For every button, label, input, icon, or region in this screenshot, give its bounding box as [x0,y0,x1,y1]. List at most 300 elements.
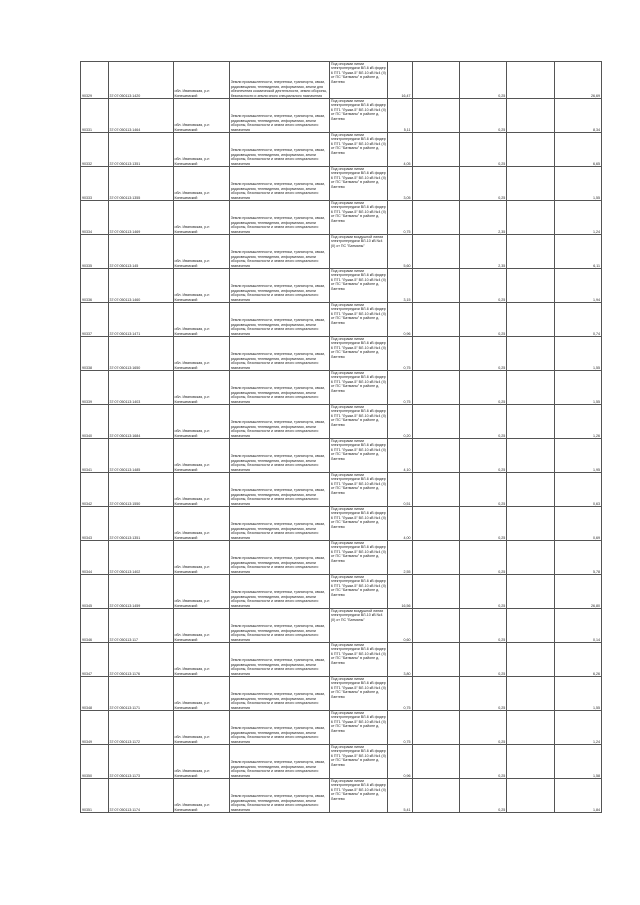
amount-cell-text: 6,11 [593,263,600,268]
rate-cell [459,779,506,813]
rate-cell-text: 2,35 [498,229,506,234]
row-number-cell-text: 90334 [82,229,92,234]
amount-cell-text: 5,78 [593,569,600,574]
area-cell [388,371,412,405]
row-number-cell [81,745,109,779]
table-row [81,439,602,473]
address-cell-text: обл. Ивановская, р-н Кинешемский [174,701,210,710]
empty-cell [412,99,459,133]
address-cell [173,745,229,779]
land-category-cell [229,167,329,201]
table-row [81,167,602,201]
table-row [81,62,602,99]
permitted-use-cell [329,643,387,677]
row-number-cell-text: 90348 [82,705,92,710]
address-cell-text: обл. Ивановская, р-н Кинешемский [174,89,210,98]
rate-cell-text: 0,25 [498,705,506,710]
table-row [81,507,602,541]
cadastral-number-cell-text: 37:07:050113:1174 [109,807,140,812]
table-row [81,575,602,609]
address-cell [173,235,229,269]
amount-cell-text: 0,63 [593,501,600,506]
empty-cell [507,507,554,541]
amount-cell-text: 1,26 [593,433,600,438]
land-category-cell-text: Земли промышленности, энергетики, транспорта, связи, радиовещания, телевидения, информатики, земли обороны, безопасности и земли иного специального назначения [230,726,326,744]
area-cell [388,133,412,167]
amount-cell-text: 0,74 [593,331,600,336]
cadastral-number-cell [108,167,173,201]
land-category-cell-text: Земли промышленности, энергетики, транспорта, связи, радиовещания, телевидения, информатики, земли обороны, безопасности и земли иного специального назначения [230,148,326,166]
cadastral-number-cell [108,62,173,99]
rate-cell-text: 0,25 [498,569,506,574]
address-cell [173,167,229,201]
amount-cell [554,745,601,779]
land-category-cell [229,677,329,711]
amount-cell [554,405,601,439]
address-cell-text: обл. Ивановская, р-н Кинешемский [174,293,210,302]
empty-cell [507,62,554,99]
row-number-cell [81,677,109,711]
table-row [81,371,602,405]
empty-cell [507,167,554,201]
empty-cell [507,371,554,405]
rate-cell-text: 0,25 [498,535,506,540]
table-row [81,337,602,371]
table-row [81,235,602,269]
table-row [81,541,602,575]
table-row [81,643,602,677]
rate-cell [459,643,506,677]
row-number-cell [81,609,109,643]
permitted-use-cell-text: Под опорами линии электропередачи ВЛ-6 кВ фидер 6 ПТ1 "Лужки-5" ВЛ-10 кВ №4 (II) от ПС "Батманы" в районе д. Лаптево [330,62,386,84]
amount-cell-text: 1,24 [593,229,600,234]
rate-cell-text: 0,25 [498,399,506,404]
row-number-cell-text: 90329 [82,93,92,98]
address-cell [173,677,229,711]
rate-cell [459,337,506,371]
amount-cell-text: 1,55 [593,195,600,200]
row-number-cell-text: 90336 [82,297,92,302]
address-cell-text: обл. Ивановская, р-н Кинешемский [174,769,210,778]
permitted-use-cell-text: Под опорами линии электропередачи ВЛ-6 кВ фидер 6 ПТ1 "Лужки-5" ВЛ-10 кВ №4 (II) от ПС "Батманы" в районе д. Лаптево [330,745,386,767]
row-number-cell [81,541,109,575]
cadastral-number-cell [108,541,173,575]
address-cell [173,62,229,99]
rate-cell-text: 0,25 [498,637,506,642]
amount-cell [554,575,601,609]
permitted-use-cell [329,745,387,779]
rate-cell [459,439,506,473]
row-number-cell-text: 90338 [82,365,92,370]
table-row [81,99,602,133]
table-row [81,473,602,507]
permitted-use-cell-text: Под опорами линии электропередачи ВЛ-6 кВ фидер 6 ПТ1 "Лужки-5" ВЛ-10 кВ №4 (II) от ПС "Батманы" в районе д. Лаптево [330,439,386,461]
area-cell [388,405,412,439]
cadastral-number-cell-text: 37:07:050113:1485 [109,467,141,472]
address-cell-text: обл. Ивановская, р-н Кинешемский [174,157,210,166]
address-cell-text: обл. Ивановская, р-н Кинешемский [174,327,210,336]
table-row [81,201,602,235]
rate-cell-text: 0,25 [498,127,506,132]
rate-cell [459,405,506,439]
permitted-use-cell [329,473,387,507]
permitted-use-cell-text: Под опорами линии электропередачи ВЛ-6 кВ фидер 6 ПТ1 "Лужки-5" ВЛ-10 кВ №4 (II) от ПС "Батманы" в районе д. Лаптево [330,677,386,699]
land-category-cell-text: Земли промышленности, энергетики, транспорта, связи, радиовещания, телевидения, информатики, земли обороны, безопасности и земли иного специального назначения [230,182,326,200]
row-number-cell-text: 90340 [82,433,92,438]
address-cell-text: обл. Ивановская, р-н Кинешемский [174,633,210,642]
amount-cell [554,201,601,235]
area-cell [388,439,412,473]
row-number-cell-text: 90350 [82,773,92,778]
cadastral-number-cell-text: 37:07:050113:1471 [109,331,141,336]
amount-cell-text: 1,84 [593,807,600,812]
area-cell [388,541,412,575]
rate-cell [459,473,506,507]
address-cell [173,779,229,813]
amount-cell [554,269,601,303]
area-cell [388,62,412,99]
row-number-cell [81,473,109,507]
rate-cell-text: 0,25 [498,297,506,302]
cadastral-number-cell-text: 37:07:050113:1469 [109,229,141,234]
rate-cell-text: 0,25 [498,93,506,98]
address-cell-text: обл. Ивановская, р-н Кинешемский [174,123,210,132]
amount-cell-text: 26,80 [591,603,600,608]
row-number-cell-text: 90335 [82,263,92,268]
permitted-use-cell-text: Под опорами линии электропередачи ВЛ-6 кВ фидер 6 ПТ1 "Лужки-5" ВЛ-10 кВ №4 (II) от ПС "Батманы" в районе д. Лаптево [330,779,386,801]
address-cell [173,711,229,745]
permitted-use-cell [329,439,387,473]
empty-cell [412,473,459,507]
empty-cell [507,439,554,473]
empty-cell [412,133,459,167]
permitted-use-cell [329,337,387,371]
amount-cell [554,677,601,711]
address-cell [173,269,229,303]
amount-cell [554,643,601,677]
cadastral-number-cell [108,133,173,167]
land-category-cell-text: Земли промышленности, энергетики, транспорта, связи, радиовещания, телевидения, информатики, земли обороны, безопасности и земли иного специального назначения [230,556,326,574]
amount-cell [554,473,601,507]
row-number-cell [81,643,109,677]
row-number-cell [81,405,109,439]
land-category-cell-text: Земли промышленности, энергетики, транспорта, связи, радиовещания, телевидения, информатики, земли обороны, безопасности и земли иного специального назначения [230,250,326,268]
land-category-cell [229,473,329,507]
area-cell [388,337,412,371]
area-cell [388,643,412,677]
area-cell [388,609,412,643]
amount-cell-text: 1,55 [593,365,600,370]
address-cell-text: обл. Ивановская, р-н Кинешемский [174,361,210,370]
permitted-use-cell-text: Под опорами линии электропередачи ВЛ-6 кВ фидер 6 ПТ1 "Лужки-5" ВЛ-10 кВ №4 (II) от ПС "Батманы" в районе д. Лаптево [330,201,386,223]
amount-cell-text: 1,55 [593,399,600,404]
amount-cell-text: 1,24 [593,739,600,744]
permitted-use-cell [329,677,387,711]
area-cell [388,99,412,133]
cadastral-number-cell-text: 37:07:050113:1459 [109,603,141,608]
table-row [81,779,602,813]
area-cell-text: 0,20 [403,433,411,438]
cadastral-number-cell [108,507,173,541]
rate-cell [459,133,506,167]
land-category-cell [229,303,329,337]
row-number-cell [81,779,109,813]
empty-cell [412,337,459,371]
area-cell [388,711,412,745]
address-cell [173,371,229,405]
row-number-cell-text: 90339 [82,399,92,404]
address-cell [173,507,229,541]
permitted-use-cell [329,167,387,201]
empty-cell [507,303,554,337]
address-cell-text: обл. Ивановская, р-н Кинешемский [174,429,210,438]
amount-cell [554,711,601,745]
row-number-cell [81,235,109,269]
address-cell-text: обл. Ивановская, р-н Кинешемский [174,735,210,744]
cadastral-number-cell-text: 37:07:050113:1351 [109,161,141,166]
land-category-cell-text: Земли промышленности, энергетики, транспорта, связи, радиовещания, телевидения, информатики, земли обороны, безопасности и земли иного специального назначения [230,658,326,676]
permitted-use-cell [329,711,387,745]
empty-cell [507,337,554,371]
rate-cell-text: 0,25 [498,807,506,812]
permitted-use-cell [329,507,387,541]
empty-cell [507,235,554,269]
address-cell [173,405,229,439]
row-number-cell-text: 90341 [82,467,92,472]
area-cell [388,677,412,711]
row-number-cell-text: 90332 [82,161,92,166]
land-category-cell-text: Земли промышленности, энергетики, транспорта, связи, радиовещания, телевидения, информатики, земли обороны, безопасности и земли иного специального назначения [230,488,326,506]
rate-cell-text: 0,25 [498,433,506,438]
cadastral-number-cell [108,439,173,473]
amount-cell [554,235,601,269]
permitted-use-cell-text: Под опорами линии электропередачи ВЛ-6 кВ фидер 6 ПТ1 "Лужки-5" ВЛ-10 кВ №4 (II) от ПС "Батманы" в районе д. Лаптево [330,303,386,325]
empty-cell [412,371,459,405]
row-number-cell [81,337,109,371]
area-cell-text: 4,00 [403,535,411,540]
land-category-cell [229,745,329,779]
table-row [81,133,602,167]
address-cell-text: обл. Ивановская, р-н Кинешемский [174,259,210,268]
cadastral-number-cell [108,303,173,337]
permitted-use-cell [329,62,387,99]
area-cell [388,745,412,779]
area-cell-text: 5,11 [403,127,411,132]
land-category-cell [229,711,329,745]
empty-cell [412,235,459,269]
cadastral-number-cell-text: 37:07:050113:1402 [109,569,141,574]
cadastral-number-cell [108,99,173,133]
address-cell-text: обл. Ивановская, р-н Кинешемский [174,395,210,404]
land-plots-table [80,61,602,813]
empty-cell [412,745,459,779]
row-number-cell-text: 90347 [82,671,92,676]
address-cell-text: обл. Ивановская, р-н Кинешемский [174,803,210,812]
amount-cell [554,779,601,813]
permitted-use-cell-text: Под опорами линии электропередачи ВЛ-6 кВ фидер 6 ПТ1 "Лужки-5" ВЛ-10 кВ №4 (II) от ПС "Батманы" в районе д. Лаптево [330,473,386,495]
area-cell [388,303,412,337]
permitted-use-cell [329,133,387,167]
empty-cell [507,473,554,507]
table-body [81,62,602,813]
row-number-cell [81,303,109,337]
empty-cell [412,62,459,99]
permitted-use-cell [329,371,387,405]
rate-cell [459,269,506,303]
area-cell-text: 0,75 [403,229,411,234]
empty-cell [507,643,554,677]
empty-cell [507,609,554,643]
permitted-use-cell [329,541,387,575]
land-category-cell [229,337,329,371]
empty-cell [507,99,554,133]
amount-cell-text: 26,69 [591,93,600,98]
address-cell [173,201,229,235]
empty-cell [507,405,554,439]
land-category-cell [229,235,329,269]
cadastral-number-cell-text: 37:07:050113:1403 [109,399,141,404]
land-category-cell [229,62,329,99]
land-category-cell [229,405,329,439]
row-number-cell [81,371,109,405]
cadastral-number-cell [108,575,173,609]
address-cell-text: обл. Ивановская, р-н Кинешемский [174,463,210,472]
cadastral-number-cell [108,643,173,677]
area-cell-text: 4,10 [403,467,411,472]
empty-cell [507,575,554,609]
empty-cell [507,745,554,779]
amount-cell [554,62,601,99]
cadastral-number-cell [108,371,173,405]
area-cell-text: 0,96 [403,331,411,336]
land-category-cell-text: Земли промышленности, энергетики, транспорта, связи, радиовещания, телевидения, информатики, земли обороны, безопасности и земли иного специального назначения [230,522,326,540]
permitted-use-cell-text: Под опорами линии электропередачи ВЛ-6 кВ фидер 6 ПТ1 "Лужки-5" ВЛ-10 кВ №4 (II) от ПС "Батманы" в районе д. Лаптево [330,371,386,393]
rate-cell-text: 0,25 [498,501,506,506]
rate-cell-text: 0,25 [498,603,506,608]
permitted-use-cell [329,779,387,813]
empty-cell [412,167,459,201]
row-number-cell [81,201,109,235]
permitted-use-cell-text: Под опорами линии электропередачи ВЛ-6 кВ фидер 6 ПТ1 "Лужки-5" ВЛ-10 кВ №4 (II) от ПС "Батманы" в районе д. Лаптево [330,643,386,665]
land-category-cell [229,779,329,813]
empty-cell [507,711,554,745]
cadastral-number-cell [108,473,173,507]
permitted-use-cell-text: Под опорами линии электропередачи ВЛ-6 кВ фидер 6 ПТ1 "Лужки-5" ВЛ-10 кВ №4 (II) от ПС "Батманы" в районе д. Лаптево [330,711,386,733]
cadastral-number-cell-text: 37:07:050113:1172 [109,739,140,744]
amount-cell [554,167,601,201]
land-category-cell [229,575,329,609]
cadastral-number-cell-text: 37:07:050113:1351 [109,535,141,540]
land-category-cell [229,269,329,303]
permitted-use-cell-text: Под опорами линии электропередачи ВЛ-6 кВ фидер 6 ПТ1 "Лужки-5" ВЛ-10 кВ №4 (II) от ПС "Батманы" в районе д. Лаптево [330,99,386,121]
rate-cell-text: 0,25 [498,773,506,778]
empty-cell [412,711,459,745]
address-cell-text: обл. Ивановская, р-н Кинешемский [174,667,210,676]
amount-cell-text: 1,55 [593,705,600,710]
land-category-cell-text: Земли промышленности, энергетики, транспорта, связи, радиовещания, телевидения, информатики, земли обороны, безопасности и земли иного специального назначения [230,216,326,234]
address-cell [173,609,229,643]
empty-cell [412,439,459,473]
area-cell-text: 0,75 [403,739,411,744]
amount-cell [554,609,601,643]
row-number-cell-text: 90331 [82,127,92,132]
rate-cell-text: 0,25 [498,161,506,166]
land-category-cell-text: Земли промышленности, энергетики, транспорта, связи, радиовещания, телевидения, информатики, земли обороны, безопасности и земли иного специального назначения [230,590,326,608]
area-cell [388,235,412,269]
empty-cell [507,133,554,167]
row-number-cell [81,62,109,99]
address-cell [173,643,229,677]
address-cell-text: обл. Ивановская, р-н Кинешемский [174,565,210,574]
permitted-use-cell [329,235,387,269]
empty-cell [412,677,459,711]
empty-cell [507,677,554,711]
table-row [81,677,602,711]
row-number-cell-text: 90344 [82,569,92,574]
rate-cell [459,507,506,541]
area-cell-text: 3,05 [403,195,411,200]
row-number-cell [81,269,109,303]
address-cell-text: обл. Ивановская, р-н Кинешемский [174,599,210,608]
amount-cell [554,541,601,575]
amount-cell [554,507,601,541]
empty-cell [412,269,459,303]
empty-cell [412,303,459,337]
cadastral-number-cell-text: 37:07:050113:1173 [109,773,140,778]
area-cell [388,507,412,541]
table-row [81,405,602,439]
row-number-cell-text: 90337 [82,331,92,336]
land-category-cell [229,133,329,167]
empty-cell [412,541,459,575]
address-cell-text: обл. Ивановская, р-н Кинешемский [174,225,210,234]
cadastral-number-cell-text: 37:07:050113:1355 [109,195,141,200]
area-cell-text: 16,56 [401,603,411,608]
address-cell [173,303,229,337]
land-category-cell-text: Земли промышленности, энергетики, транспорта, связи, радиовещания, телевидения, информатики, земли для обеспечения космической деятельности, земли обороны, безопасности и земли иного специального назначения [230,80,328,98]
land-category-cell-text: Земли промышленности, энергетики, транспорта, связи, радиовещания, телевидения, информатики, земли обороны, безопасности и земли иного специального назначения [230,318,326,336]
area-cell-text: 0,75 [403,705,411,710]
cadastral-number-cell-text: 37:07:050113:1460 [109,297,141,302]
land-category-cell [229,99,329,133]
rate-cell [459,99,506,133]
permitted-use-cell [329,201,387,235]
area-cell [388,201,412,235]
cadastral-number-cell [108,201,173,235]
address-cell [173,99,229,133]
table-row [81,303,602,337]
empty-cell [412,643,459,677]
permitted-use-cell-text: Под опорами линии электропередачи ВЛ-6 кВ фидер 6 ПТ1 "Лужки-5" ВЛ-10 кВ №4 (II) от ПС "Батманы" в районе д. Лаптево [330,575,386,597]
land-category-cell-text: Земли промышленности, энергетики, транспорта, связи, радиовещания, телевидения, информатики, земли обороны, безопасности и земли иного специального назначения [230,760,326,778]
land-category-cell-text: Земли промышленности, энергетики, транспорта, связи, радиовещания, телевидения, информатики, земли обороны, безопасности и земли иного специального назначения [230,284,326,302]
cadastral-number-cell-text: 37:07:050113:1464 [109,127,141,132]
area-cell-text: 3,15 [403,297,411,302]
land-category-cell-text: Земли промышленности, энергетики, транспорта, связи, радиовещания, телевидения, информатики, земли обороны, безопасности и земли иного специального назначения [230,692,326,710]
row-number-cell-text: 90346 [82,637,92,642]
amount-cell-text: 0,69 [593,535,600,540]
land-category-cell [229,643,329,677]
permitted-use-cell [329,609,387,643]
rate-cell [459,677,506,711]
land-category-cell [229,609,329,643]
permitted-use-cell-text: Под опорами воздушной линии электропередачи ВЛ-10 кВ №4 (II) от ПС "Батманы" [330,235,384,248]
cadastral-number-cell-text: 37:07:050113:1171 [109,705,140,710]
amount-cell-text: 1,94 [593,297,600,302]
area-cell-text: 0,75 [403,399,411,404]
land-category-cell-text: Земли промышленности, энергетики, транспорта, связи, радиовещания, телевидения, информатики, земли обороны, безопасности и земли иного специального назначения [230,420,326,438]
permitted-use-cell-text: Под опорами линии электропередачи ВЛ-6 кВ фидер 6 ПТ1 "Лужки-5" ВЛ-10 кВ №4 (II) от ПС "Батманы" в районе д. Лаптево [330,541,386,563]
